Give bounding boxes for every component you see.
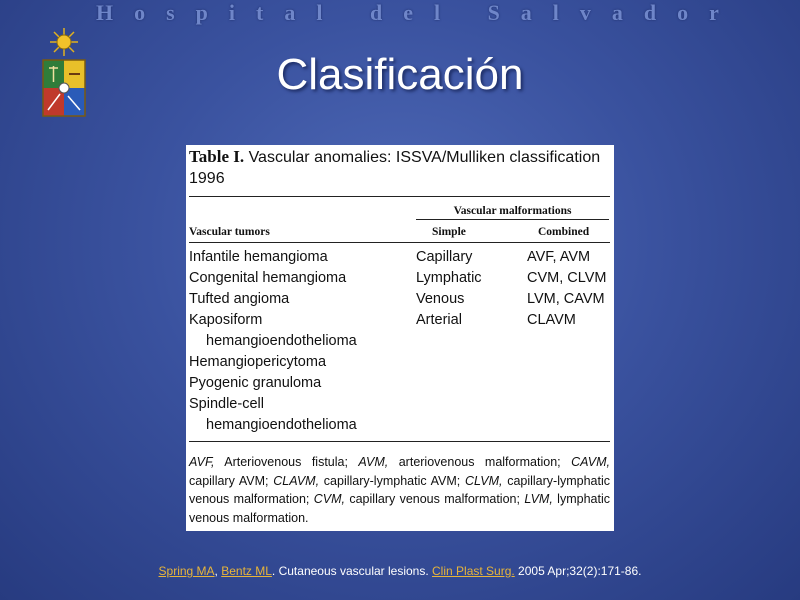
tumor-cell: hemangioendothelioma <box>206 417 357 433</box>
institution-header: Hospital del Salvador <box>96 0 740 25</box>
footnote-abbr: CVM, <box>313 492 345 506</box>
footnote-abbr: AVM, <box>358 455 389 469</box>
combined-cell: LVM, CAVM <box>527 291 605 307</box>
table-label: Table I. <box>189 147 245 166</box>
table-footnote <box>189 442 610 527</box>
citation-line <box>0 564 800 578</box>
footnote-def: capillary-lymphatic venous malformation; <box>189 473 611 506</box>
footnote-def: arteriovenous malformation; <box>388 455 572 469</box>
footnote-def: capillary AVM; <box>189 473 274 488</box>
simple-cell: Lymphatic <box>416 270 482 286</box>
tumor-cell: Kaposiform <box>189 312 263 328</box>
footnote-def: lymphatic venous malformation. <box>189 492 610 525</box>
combined-column <box>527 247 607 331</box>
tumor-cell: Tufted angioma <box>189 291 290 307</box>
tumor-cell: Infantile hemangioma <box>189 249 328 265</box>
simple-cell: Arterial <box>416 312 462 328</box>
footnote-abbr: LVM, <box>524 492 553 506</box>
footnote-abbr: CAVM, <box>571 455 610 469</box>
column-header-simple: Simple <box>432 226 466 238</box>
table-caption <box>189 145 610 189</box>
tumor-cell: Pyogenic granuloma <box>189 375 322 391</box>
combined-cell: CLAVM <box>527 312 576 328</box>
footnote-abbr: CLVM, <box>464 473 503 488</box>
table-caption-text: Vascular anomalies: ISSVA/Mulliken classification 1996 <box>189 149 601 187</box>
column-header-tumors: Vascular tumors <box>189 226 270 238</box>
combined-cell: AVF, AVM <box>527 249 591 265</box>
footnote-abbr: CLAVM, <box>273 473 320 488</box>
simple-cell: Venous <box>416 291 465 307</box>
footnote-def: capillary-lymphatic AVM; <box>319 473 465 488</box>
citation-details: 2005 Apr;32(2):171-86. <box>514 564 642 578</box>
citation-title: . Cutaneous vascular lesions. <box>271 564 433 578</box>
simple-cell: Capillary <box>416 249 473 265</box>
footnote-def: Arteriovenous fistula; <box>214 455 359 469</box>
combined-cell: CVM, CLVM <box>527 270 607 286</box>
slide-title: Clasificación <box>276 50 524 99</box>
column-header-combined: Combined <box>538 226 590 238</box>
group-header-malformations: Vascular malformations <box>416 197 609 220</box>
citation-separator: , <box>214 564 222 578</box>
author-link-spring[interactable]: Spring MA <box>158 564 215 578</box>
tumor-cell: Spindle-cell <box>189 396 264 412</box>
classification-table <box>186 145 614 531</box>
journal-link[interactable]: Clin Plast Surg. <box>432 564 515 578</box>
author-link-bentz[interactable]: Bentz ML <box>221 564 272 578</box>
table-body <box>189 243 610 441</box>
footnote-abbr: AVF, <box>189 455 215 469</box>
simple-column <box>416 247 482 331</box>
tumors-column <box>189 247 357 436</box>
tumor-cell: Congenital hemangioma <box>189 270 347 286</box>
tumor-cell: Hemangiopericytoma <box>189 354 327 370</box>
column-headers <box>189 220 610 243</box>
tumor-cell: hemangioendothelioma <box>206 333 357 349</box>
footnote-def: capillary venous malformation; <box>345 492 525 506</box>
